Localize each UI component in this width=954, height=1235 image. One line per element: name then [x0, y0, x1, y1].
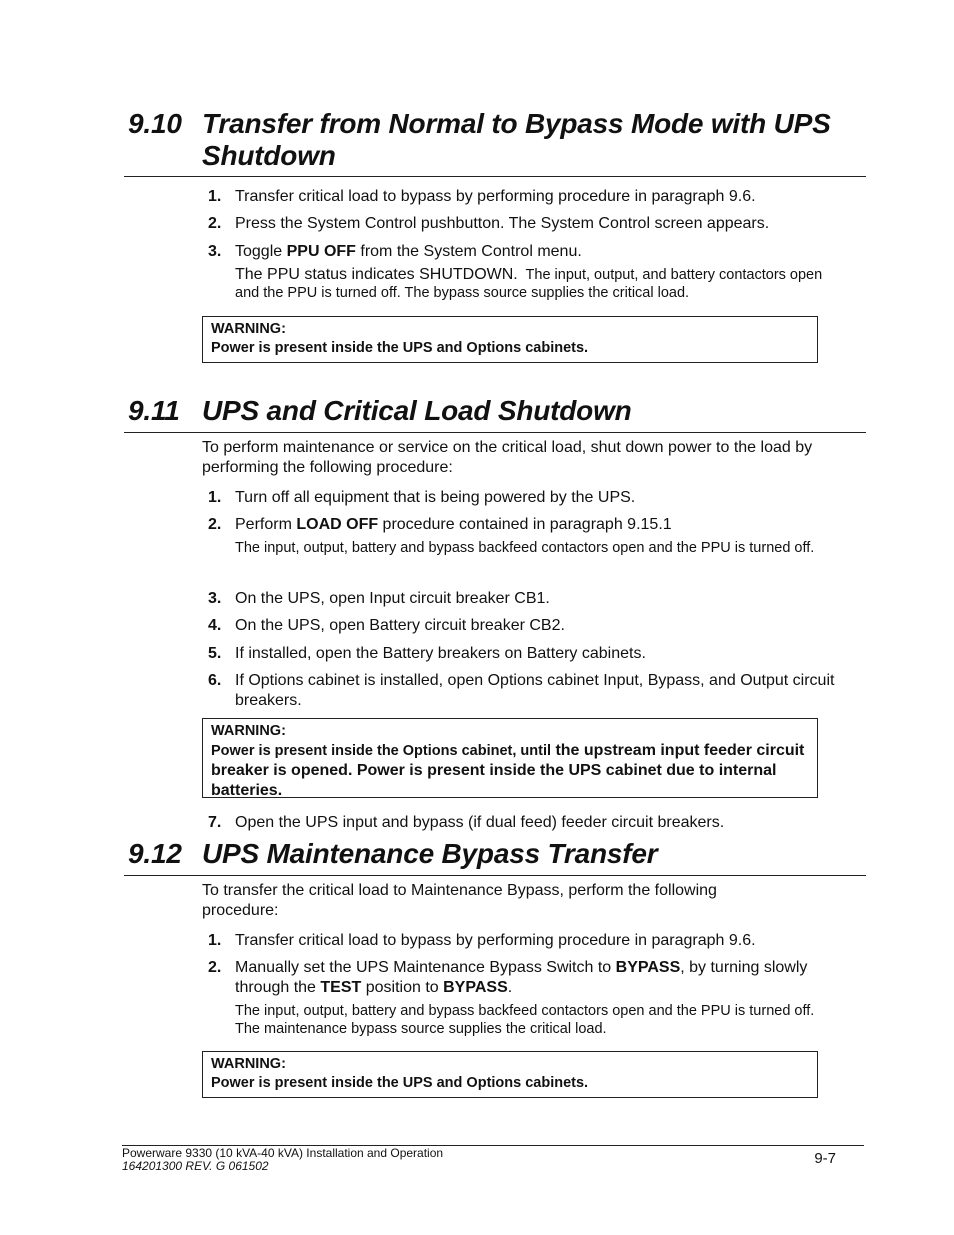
section-number: 9.12 — [128, 838, 182, 869]
footer-info — [122, 1147, 443, 1173]
warning-box — [202, 1051, 818, 1098]
step-number: 3. — [208, 243, 222, 260]
warning-box — [202, 718, 818, 798]
intro-paragraph: To transfer the critical load to Maintenance Bypass, perform the following procedure: — [202, 882, 717, 919]
step-number: 1. — [208, 932, 222, 949]
step-text: If installed, open the Battery breakers on Battery cabinets. — [235, 645, 646, 662]
step-text: If Options cabinet is installed, open Options cabinet Input, Bypass, and Output circuit breakers. — [235, 672, 835, 709]
warning-label: WARNING: — [211, 321, 286, 337]
step-note: The input, output, battery and bypass backfeed contactors open and the PPU is turned off. — [235, 540, 815, 556]
step-text: Toggle PPU OFF from the System Control menu. — [235, 243, 582, 260]
step-text: Open the UPS input and bypass (if dual feed) feeder circuit breakers. — [235, 814, 725, 831]
list-item — [208, 958, 808, 998]
step-number: 6. — [208, 672, 222, 689]
step-text: On the UPS, open Input circuit breaker CB1. — [235, 590, 550, 607]
section-number: 9.11 — [128, 395, 180, 426]
step-text: Transfer critical load to bypass by performing procedure in paragraph 9.6. — [235, 932, 756, 949]
list-item — [208, 214, 848, 234]
list-item — [208, 671, 848, 711]
warning-text: Power is present inside the UPS and Options cabinets. — [211, 1075, 589, 1091]
warning-text: Power is present inside the Options cabinet, until the upstream input feeder circuit breaker is opened. Power is present inside the UPS cabinet due to internal batteries. — [211, 742, 805, 799]
step-note: The PPU status indicates SHUTDOWN. The input, output, and battery contactors open and the PPU is turned off. The bypass source supplies the critical load. — [235, 266, 823, 301]
list-item — [208, 242, 848, 262]
step-number: 1. — [208, 188, 222, 205]
section-title: UPS Maintenance Bypass Transfer — [202, 838, 658, 869]
list-item — [208, 616, 848, 636]
step-text: Manually set the UPS Maintenance Bypass Switch to BYPASS, by turning slowly through the TEST position to BYPASS. — [235, 959, 808, 996]
step-number: 2. — [208, 959, 222, 976]
list-item — [208, 589, 848, 609]
list-item — [208, 813, 848, 833]
warning-box — [202, 316, 818, 363]
footer-title: Powerware 9330 (10 kVA-40 kVA) Installation and Operation — [122, 1146, 444, 1160]
step-text: Perform LOAD OFF procedure contained in paragraph 9.15.1 — [235, 516, 672, 533]
step-text: On the UPS, open Battery circuit breaker CB2. — [235, 617, 565, 634]
step-number: 4. — [208, 617, 222, 634]
list-item — [208, 187, 848, 207]
section-title: Transfer from Normal to Bypass Mode with UPS Shutdown — [202, 108, 831, 171]
step-number: 3. — [208, 590, 222, 607]
list-item — [208, 488, 848, 508]
warning-label: WARNING: — [211, 1056, 286, 1072]
section-9-10-heading — [124, 108, 866, 177]
section-9-11-heading — [124, 395, 866, 433]
step-text: Transfer critical load to bypass by performing procedure in paragraph 9.6. — [235, 188, 756, 205]
step-number: 2. — [208, 215, 222, 232]
section-9-12-heading — [124, 838, 866, 876]
footer-doc-id: 164201300 REV. G 061502 — [122, 1159, 269, 1173]
step-text: Turn off all equipment that is being powered by the UPS. — [235, 489, 636, 506]
intro-paragraph: To perform maintenance or service on the critical load, shut down power to the load by performing the following procedure: — [202, 439, 813, 476]
section-number: 9.10 — [128, 108, 182, 139]
step-number: 1. — [208, 489, 222, 506]
list-item — [208, 644, 848, 664]
warning-text: Power is present inside the UPS and Options cabinets. — [211, 340, 589, 356]
list-item — [208, 515, 848, 535]
step-text: Press the System Control pushbutton. The System Control screen appears. — [235, 215, 770, 232]
step-number: 5. — [208, 645, 222, 662]
section-title: UPS and Critical Load Shutdown — [202, 395, 632, 426]
warning-label: WARNING: — [211, 723, 286, 739]
step-number: 2. — [208, 516, 222, 533]
step-number: 7. — [208, 814, 222, 831]
step-note: The input, output, battery and bypass backfeed contactors open and the PPU is turned off. The maintenance bypass source supplies the critical load. — [235, 1003, 815, 1037]
page-number: 9-7 — [814, 1150, 836, 1167]
list-item — [208, 931, 848, 951]
